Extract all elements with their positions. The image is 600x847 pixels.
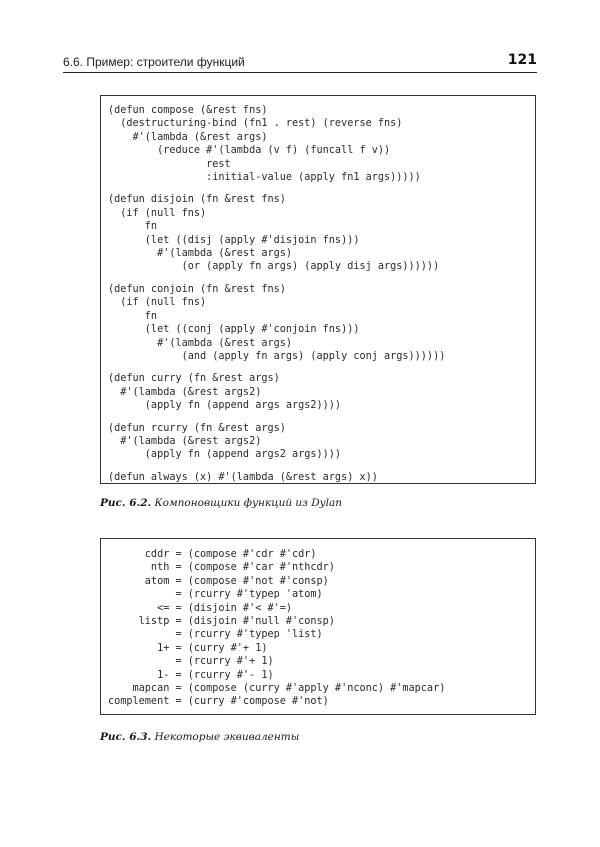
code-defun-always: (defun always (x) #'(lambda (&rest args) x)) [108,471,378,483]
caption-text: Компоновщики функций из Dylan [154,497,342,509]
code-listing-dylan-composers [100,95,536,484]
code-defun-conjoin: (defun conjoin (fn &rest fns) (if (null fns) fn (let ((conj (apply #'conjoin fns))) #'(lambda (&rest args) (and (apply fn args) (apply conj args)))))) [108,283,446,362]
code-defun-rcurry: (defun rcurry (fn &rest args) #'(lambda (&rest args2) (apply fn (append args2 args)))) [108,422,342,461]
figure-caption-6-2 [100,497,342,509]
running-header [63,50,537,73]
code-defun-compose: (defun compose (&rest fns) (destructuring-bind (fn1 . rest) (reverse fns) #'(lambda (&rest args) (reduce #'(lambda (v f) (funcall f v)) rest :initial-value (apply fn1 args))))) [108,105,421,184]
figure-caption-6-3 [100,731,299,743]
code-defun-disjoin: (defun disjoin (fn &rest fns) (if (null fns) fn (let ((disj (apply #'disjoin fns))) #'(lambda (&rest args) (or (apply fn args) (apply disj args)))))) [108,194,440,273]
code-equivalents: cddr = (compose #'cdr #'cdr) nth = (compose #'car #'nthcdr) atom = (compose #'not #'consp) = (rcurry #'typep 'atom) <= = (disjoin #'< #'=) listp = (disjoin #'null #'consp) = (rcurry #'typep 'list) 1+ = (curry #'+ 1) = (rcurry #'+ 1) 1- = (rcurry #'- 1) mapcan = (compose (curry #'apply #'nconc) #'mapcar) complement = (curry #'compose #'not) [108,549,446,708]
code-defun-curry: (defun curry (fn &rest args) #'(lambda (&rest args2) (apply fn (append args args2)))) [108,373,342,412]
section-title: 6.6. Пример: строители функций [63,55,245,69]
caption-number: Рис. 6.2. [100,497,152,509]
code-listing-equivalents [100,538,536,715]
caption-number: Рис. 6.3. [100,731,152,743]
caption-text: Некоторые эквиваленты [154,731,300,743]
page-number: 121 [507,52,537,68]
